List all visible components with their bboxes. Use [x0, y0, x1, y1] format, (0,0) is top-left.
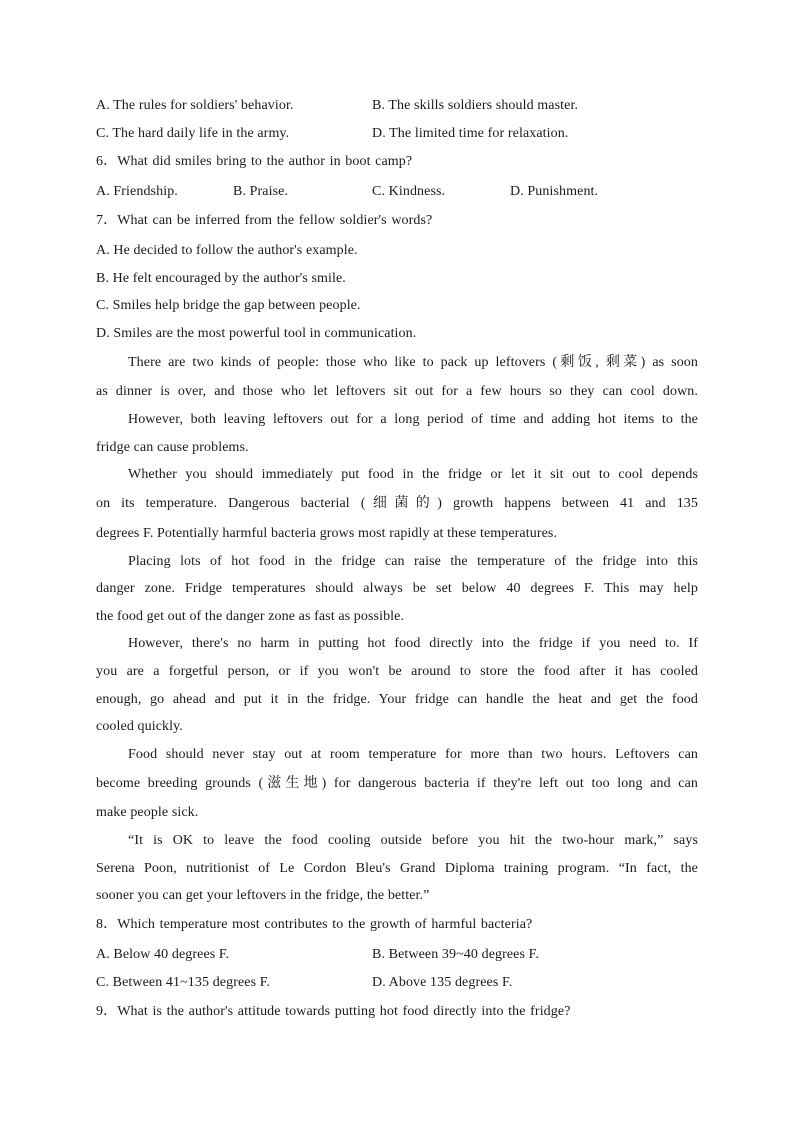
q8-option-d: D. Above 135 degrees F.: [372, 975, 513, 990]
passage-p2-line1: However, both leaving leftovers out for a long period of time and adding hot items to the: [128, 412, 698, 427]
q9-question: 9．What is the author's attitude towards putting hot food directly into the fridge?: [96, 1004, 571, 1019]
q6-option-c: C. Kindness.: [372, 184, 446, 199]
q5-option-d: D. The limited time for relaxation.: [372, 126, 569, 141]
q7-option-d: D. Smiles are the most powerful tool in communication.: [96, 326, 417, 341]
q8-option-a: A. Below 40 degrees F.: [96, 947, 230, 962]
q7-question: 7．What can be inferred from the fellow soldier's words?: [96, 213, 433, 228]
passage-p6-line3: make people sick.: [96, 805, 199, 820]
passage-p6-line2: become breeding grounds (滋生地) for dangerous bacteria if they're left out too long and can: [96, 776, 698, 791]
passage-p3-line2: on its temperature. Dangerous bacterial (细菌的) growth happens between 41 and 135: [96, 496, 698, 511]
passage-p4-line3: the food get out of the danger zone as fast as possible.: [96, 609, 405, 624]
passage-p6-line1: Food should never stay out at room temperature for more than two hours. Leftovers can: [128, 747, 698, 762]
passage-p1-line1: There are two kinds of people: those who like to pack up leftovers (剩饭, 剩菜) as soon: [128, 355, 698, 370]
q5-option-c: C. The hard daily life in the army.: [96, 126, 290, 141]
q7-option-c: C. Smiles help bridge the gap between people.: [96, 298, 361, 313]
passage-p5-line1: However, there's no harm in putting hot food directly into the fridge if you need to. If: [128, 636, 698, 651]
q7-option-a: A. He decided to follow the author's example.: [96, 243, 358, 258]
q6-option-a: A. Friendship.: [96, 184, 178, 199]
passage-p5-line2: you are a forgetful person, or if you won't be around to store the food after it has cooled: [96, 664, 698, 679]
q8-option-b: B. Between 39~40 degrees F.: [372, 947, 540, 962]
passage-p5-line3: enough, go ahead and put it in the fridge. Your fridge can handle the heat and get the food: [96, 692, 698, 707]
passage-p2-line2: fridge can cause problems.: [96, 440, 249, 455]
passage-p4-line1: Placing lots of hot food in the fridge can raise the temperature of the fridge into this: [128, 554, 698, 569]
q5-option-b: B. The skills soldiers should master.: [372, 98, 579, 113]
q6-option-b: B. Praise.: [233, 184, 289, 199]
passage-p4-line2: danger zone. Fridge temperatures should always be set below 40 degrees F. This may help: [96, 581, 698, 596]
passage-p7-line3: sooner you can get your leftovers in the fridge, the better.”: [96, 888, 430, 903]
passage-p7-line1: “It is OK to leave the food cooling outside before you hit the two-hour mark,” says: [128, 833, 698, 848]
q5-option-a: A. The rules for soldiers' behavior.: [96, 98, 294, 113]
passage-p5-line4: cooled quickly.: [96, 719, 183, 734]
q8-question: 8．Which temperature most contributes to the growth of harmful bacteria?: [96, 917, 533, 932]
q6-question: 6．What did smiles bring to the author in boot camp?: [96, 154, 413, 169]
passage-p7-line2: Serena Poon, nutritionist of Le Cordon Bleu's Grand Diploma training program. “In fact, the: [96, 861, 698, 876]
q6-option-d: D. Punishment.: [510, 184, 599, 199]
q7-option-b: B. He felt encouraged by the author's smile.: [96, 271, 346, 286]
passage-p1-line2: as dinner is over, and those who let leftovers sit out for a few hours so they can cool down.: [96, 384, 698, 399]
passage-p3-line1: Whether you should immediately put food in the fridge or let it sit out to cool depends: [128, 467, 698, 482]
passage-p3-line3: degrees F. Potentially harmful bacteria grows most rapidly at these temperatures.: [96, 526, 558, 541]
q8-option-c: C. Between 41~135 degrees F.: [96, 975, 271, 990]
